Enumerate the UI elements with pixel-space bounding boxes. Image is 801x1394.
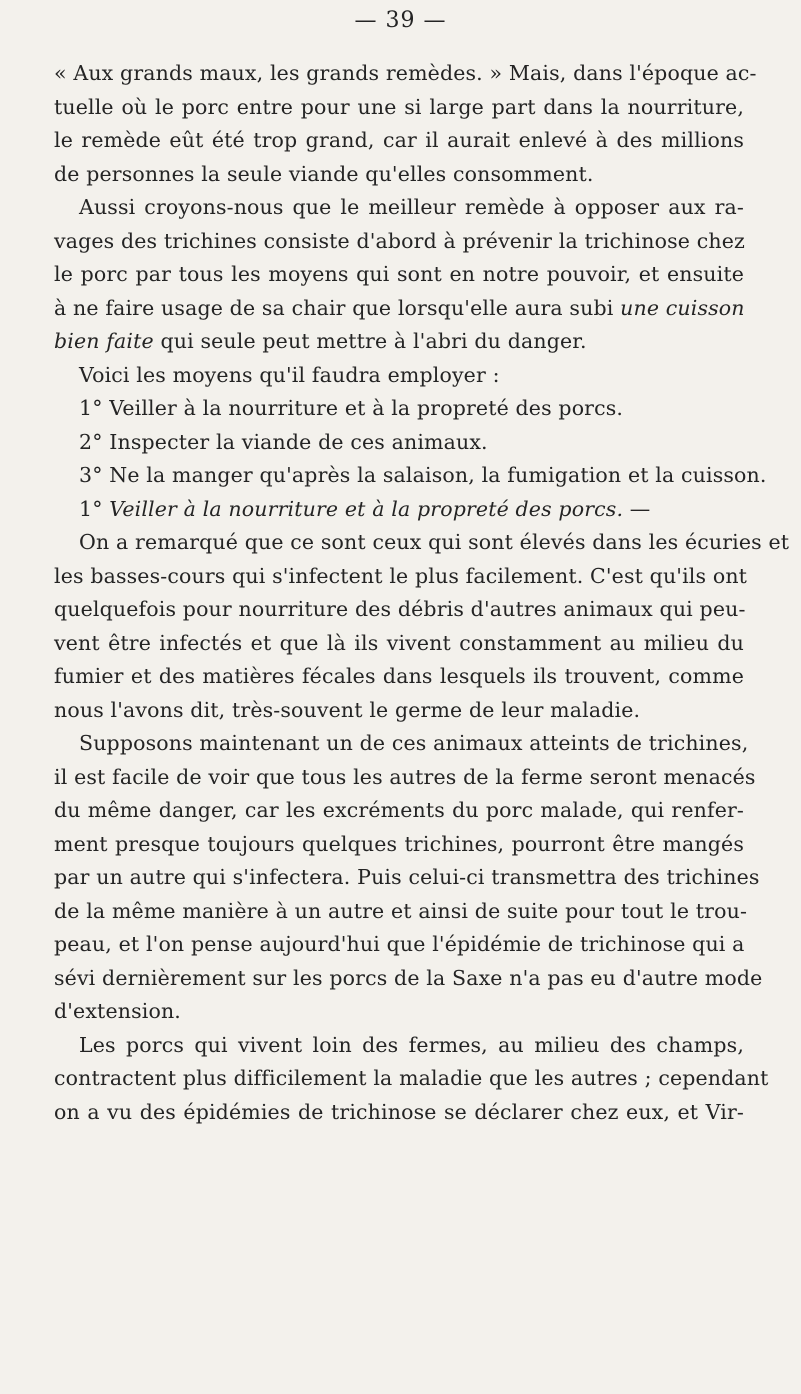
text-run: fumier et des matières fécales dans lesquels ils trouvent, comme bbox=[54, 664, 744, 688]
text-line bbox=[54, 426, 744, 460]
text-line bbox=[54, 694, 744, 728]
text-run: vent être infectés et que là ils vivent constamment au milieu du bbox=[54, 630, 744, 655]
body-text bbox=[54, 57, 790, 1129]
text-run: à ne faire usage de sa chair que lorsqu'elle aura subi bbox=[54, 295, 614, 320]
text-line bbox=[54, 325, 744, 359]
text-line bbox=[54, 627, 744, 661]
text-run: tuelle où le porc entre pour une si large part dans la nourriture, bbox=[54, 94, 744, 119]
text-run: de la même manière à un autre et ainsi de suite pour tout le trou- bbox=[54, 898, 748, 923]
text-run: On a remarqué que ce sont ceux qui sont élevés dans les écuries et bbox=[79, 530, 790, 554]
text-line bbox=[54, 828, 744, 862]
text-line bbox=[54, 392, 744, 426]
text-line bbox=[54, 861, 760, 895]
text-run: — bbox=[623, 496, 651, 521]
italic-run: Veiller à la nourriture et à la propreté des porcs. bbox=[109, 496, 624, 521]
text-line bbox=[54, 928, 744, 962]
text-run: il est facile de voir que tous les autres de la ferme seront menacés bbox=[54, 764, 756, 789]
text-line bbox=[54, 292, 744, 326]
text-line bbox=[54, 191, 744, 225]
text-run: sévi dernièrement sur les porcs de la Saxe n'a pas eu d'autre mode bbox=[54, 965, 763, 990]
text-line bbox=[54, 895, 748, 929]
text-run: qui seule peut mettre à l'abri du danger. bbox=[153, 329, 587, 353]
text-run: nous l'avons dit, très-souvent le germe de leur maladie. bbox=[54, 697, 641, 722]
text-line bbox=[54, 1029, 744, 1063]
text-run: Supposons maintenant un de ces animaux atteints de trichines, bbox=[79, 731, 749, 755]
text-run: 1° Veiller à la nourriture et à la propreté des porcs. bbox=[79, 396, 624, 420]
text-run: « Aux grands maux, les grands remèdes. » Mais, dans l'époque ac- bbox=[54, 61, 757, 85]
text-line bbox=[54, 526, 790, 560]
text-run: Aussi croyons-nous que le meilleur remède à opposer aux ra- bbox=[79, 195, 744, 219]
text-run: d'extension. bbox=[54, 999, 181, 1023]
text-run: on a vu des épidémies de trichinose se déclarer chez eux, et Vir- bbox=[54, 1099, 744, 1124]
text-line bbox=[54, 459, 767, 493]
text-run: 1° bbox=[79, 496, 103, 521]
text-run: 3° Ne la manger qu'après la salaison, la fumigation et la cuisson. bbox=[79, 463, 767, 487]
text-line bbox=[54, 560, 748, 594]
text-run: 2° Inspecter la viande de ces animaux. bbox=[79, 429, 488, 454]
text-run: par un autre qui s'infectera. Puis celui-ci transmettra des trichines bbox=[54, 865, 760, 889]
text-run: Les porcs qui vivent loin des fermes, au milieu des champs, bbox=[79, 1032, 744, 1057]
text-run: vages des trichines consiste d'abord à prévenir la trichinose chez bbox=[54, 228, 745, 253]
page-number: — 39 — bbox=[354, 8, 447, 33]
text-run: le remède eût été trop grand, car il aurait enlevé à des millions bbox=[54, 128, 744, 152]
text-line bbox=[54, 761, 756, 795]
text-line bbox=[54, 258, 744, 292]
text-run: du même danger, car les excréments du porc malade, qui renfer- bbox=[54, 798, 744, 822]
text-line bbox=[54, 660, 744, 694]
text-line bbox=[54, 1096, 744, 1130]
text-line bbox=[54, 593, 744, 627]
text-run: ment presque toujours quelques trichines, pourront être mangés bbox=[54, 831, 744, 856]
text-run: les basses-cours qui s'infectent le plus facilement. C'est qu'ils ont bbox=[54, 563, 748, 588]
italic-run: bien faite bbox=[54, 329, 154, 353]
text-line bbox=[54, 995, 744, 1029]
text-line bbox=[54, 493, 744, 527]
text-run: le porc par tous les moyens qui sont en notre pouvoir, et ensuite bbox=[54, 262, 744, 286]
text-line bbox=[54, 1062, 769, 1096]
text-line bbox=[54, 794, 744, 828]
text-run: peau, et l'on pense aujourd'hui que l'épidémie de trichinose qui a bbox=[54, 932, 745, 956]
text-line bbox=[54, 225, 744, 259]
text-line bbox=[54, 158, 744, 192]
text-run: quelquefois pour nourriture des débris d'autres animaux qui peu- bbox=[54, 597, 746, 621]
text-line bbox=[54, 57, 757, 91]
text-line bbox=[54, 124, 744, 158]
text-line bbox=[54, 91, 744, 125]
text-line bbox=[54, 962, 763, 996]
text-run: de personnes la seule viande qu'elles consomment. bbox=[54, 161, 594, 186]
text-run: Voici les moyens qu'il faudra employer : bbox=[79, 362, 500, 387]
text-line bbox=[54, 359, 744, 393]
text-line bbox=[54, 727, 749, 761]
italic-run: une cuisson bbox=[620, 295, 745, 320]
text-run: contractent plus difficilement la maladie que les autres ; cependant bbox=[54, 1066, 769, 1090]
